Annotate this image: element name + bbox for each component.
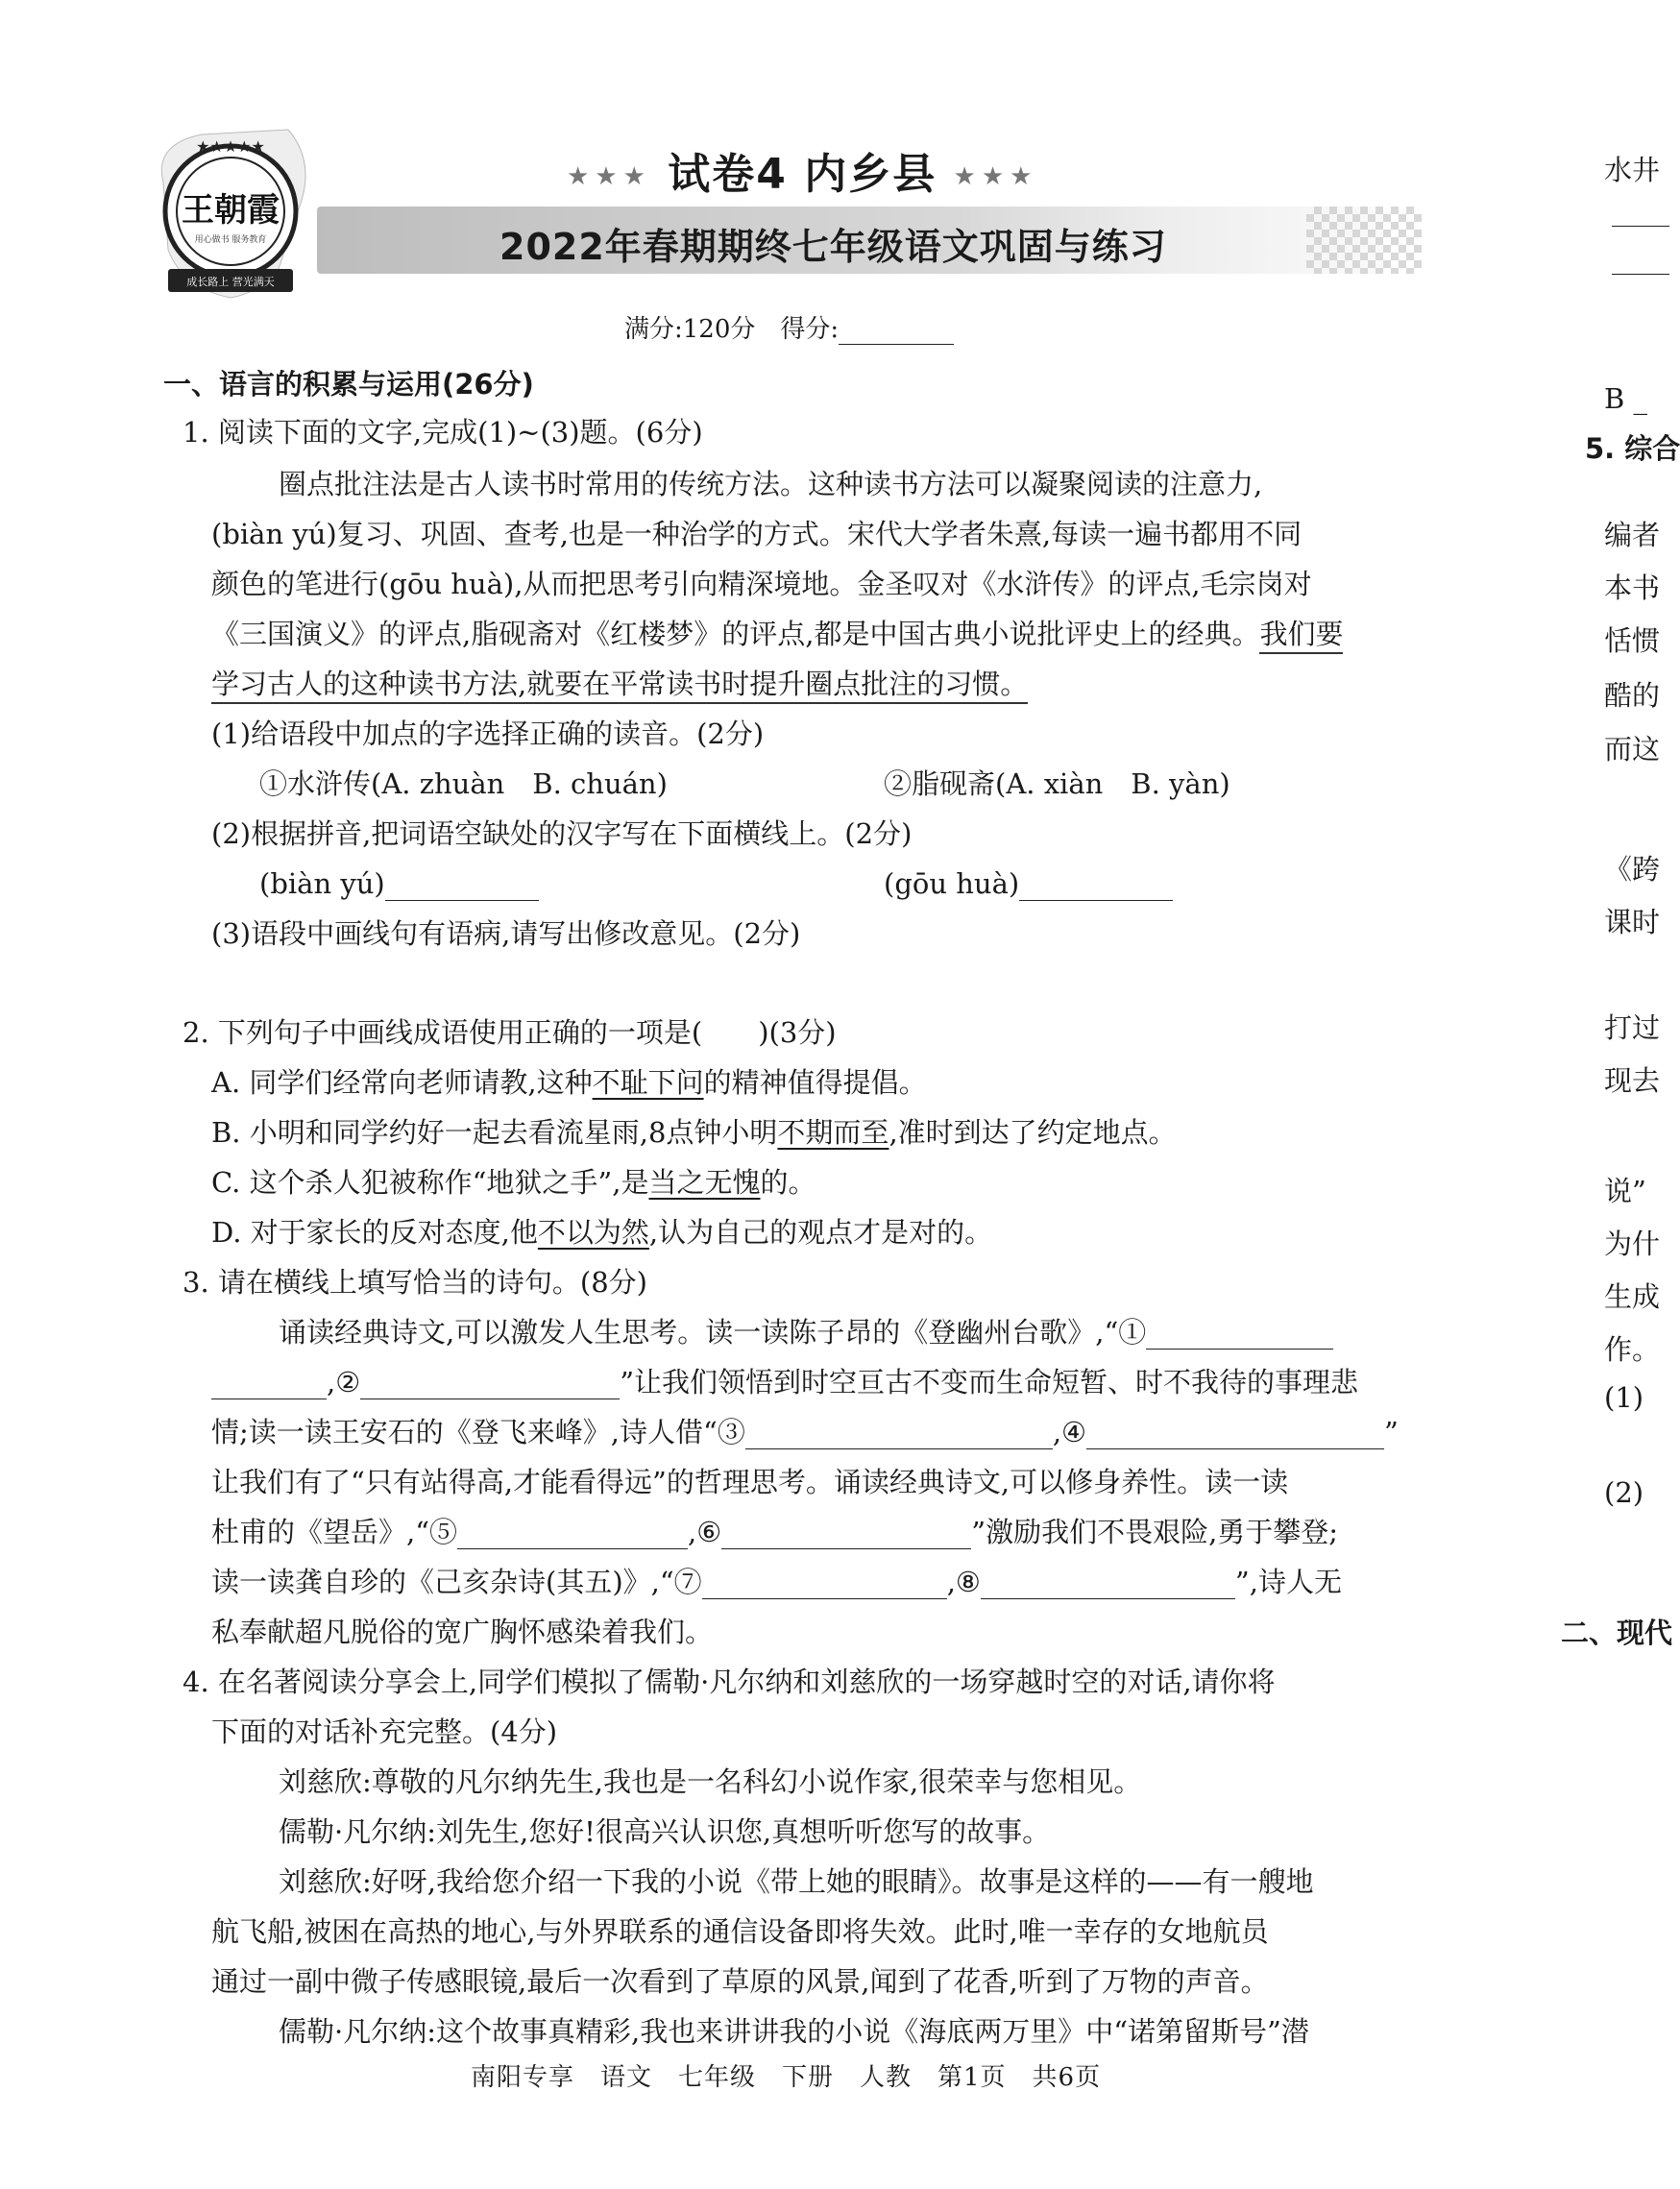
page-footer: 南阳专享 语文 七年级 下册 人教 第1页 共6页 — [471, 2063, 1102, 2092]
strip-text: 本书 — [1604, 572, 1661, 604]
stars-right: ★★★ — [953, 162, 1038, 191]
q2-b-text: B. 小明和同学约好一起去看流星雨,8点钟小明 — [211, 1116, 778, 1149]
blank-3[interactable] — [745, 1448, 1053, 1449]
q2-d-text-end: ,认为自己的观点才是对的。 — [648, 1216, 993, 1249]
logo-name: 王朝霞 — [182, 191, 280, 230]
blank-7[interactable] — [702, 1598, 947, 1599]
q3-line-6 — [211, 1566, 1342, 1599]
q1-sub2-a — [259, 867, 539, 901]
q1-para-line-4 — [211, 618, 1343, 651]
exam-subtitle: 2022年春期期终七年级语文巩固与练习 — [499, 226, 1167, 268]
q4-dialog-1: 刘慈欣:尊敬的凡尔纳先生,我也是一名科幻小说作家,很荣幸与您相见。 — [279, 1765, 1142, 1798]
strip-rule — [1612, 274, 1669, 275]
strip-text: 打过 — [1604, 1011, 1661, 1044]
q2-c-idiom: 当之无愧 — [648, 1166, 761, 1199]
q2-option-b — [211, 1116, 1177, 1150]
blank-4[interactable] — [1086, 1448, 1384, 1449]
q1-sub2-b — [884, 867, 1173, 901]
q3-line-4: 让我们有了“只有站得高,才能看得远”的哲理思考。诵读经典诗文,可以修身养性。读一读 — [211, 1466, 1289, 1498]
section-1-title: 一、语言的积累与运用(26分) — [163, 368, 534, 401]
q3-label-4: ,④ — [1052, 1416, 1087, 1448]
exam-title — [567, 139, 1037, 201]
q2-stem: 2. 下列句子中画线成语使用正确的一项是( )(3分) — [183, 1016, 837, 1049]
q3-line-7: 私奉献超凡脱俗的宽广胸怀感染着我们。 — [211, 1616, 714, 1648]
q1-sub1: (1)给语段中加点的字选择正确的读音。(2分) — [211, 718, 765, 750]
q2-option-d — [211, 1216, 992, 1250]
blank-8[interactable] — [981, 1598, 1235, 1599]
strip-text: 现去 — [1604, 1064, 1661, 1097]
strip-text: 5. 综合 — [1585, 432, 1680, 465]
strip-text: 作。 — [1604, 1333, 1661, 1366]
strip-text: (1) — [1604, 1381, 1644, 1414]
q3-label-6: ,⑥ — [688, 1516, 722, 1548]
strip-text: 编者 — [1604, 519, 1661, 551]
q3-line-2-text: ”让我们领悟到时空亘古不变而生命短暂、时不我待的事理悲 — [620, 1366, 1359, 1399]
q3-label-2: ,② — [327, 1366, 361, 1399]
q3-line-2 — [211, 1366, 1358, 1399]
q3-quote-close: ” — [1384, 1416, 1399, 1448]
strip-rule — [1612, 226, 1669, 227]
q1-sub1-option-b: ②脂砚斋(A. xiàn B. yàn) — [884, 767, 1230, 800]
q1-sub2-a-blank[interactable] — [385, 900, 539, 901]
q2-option-c — [211, 1166, 816, 1200]
blank-5[interactable] — [457, 1548, 688, 1549]
logo-ribbon: 成长路上 营光满天 — [186, 276, 275, 288]
strip-text: 生成 — [1604, 1280, 1661, 1313]
q4-stem-2: 下面的对话补充完整。(4分) — [211, 1715, 558, 1748]
q3-line-3 — [211, 1416, 1399, 1449]
strip-text: 课时 — [1604, 906, 1661, 938]
q1-stem: 1. 阅读下面的文字,完成(1)~(3)题。(6分) — [183, 416, 703, 449]
adjacent-page-strip — [1561, 134, 1680, 1767]
svg-text:★★★★★: ★★★★★ — [196, 137, 265, 156]
score-label: 满分:120分 得分: — [624, 315, 840, 344]
strip-text: 恬惯 — [1604, 624, 1661, 657]
q4-dialog-3a: 刘慈欣:好呀,我给您介绍一下我的小说《带上她的眼睛》。故事是这样的——有一艘地 — [279, 1865, 1314, 1898]
strip-text: 二、现代 — [1561, 1617, 1673, 1649]
q3-line-3-text: 情;读一读王安石的《登飞来峰》,诗人借“③ — [211, 1416, 745, 1448]
q2-a-text: A. 同学们经常向老师请教,这种 — [211, 1066, 593, 1099]
q4-dialog-4: 儒勒·凡尔纳:这个故事真精彩,我也来讲讲我的小说《海底两万里》中“诺第留斯号”潜 — [279, 2015, 1309, 2048]
q3-line-5 — [211, 1516, 1338, 1549]
q3-line-1-text: 诵读经典诗文,可以激发人生思考。读一读陈子昂的《登幽州台歌》,“① — [279, 1316, 1147, 1349]
q1-sub2-b-blank[interactable] — [1019, 900, 1173, 901]
q1-underlined-sentence: 学习古人的这种读书方法,就要在平常读书时提升圈点批注的习惯。 — [211, 668, 1028, 704]
strip-text: (2) — [1604, 1476, 1644, 1509]
q3-stem: 3. 请在横线上填写恰当的诗句。(8分) — [183, 1266, 647, 1299]
score-blank[interactable] — [839, 344, 954, 345]
q2-c-text: C. 这个杀人犯被称作“地狱之手”,是 — [211, 1166, 649, 1199]
stars-left: ★★★ — [567, 162, 651, 191]
q1-para-line-4a: 《三国演义》的评点,脂砚斋对《红楼梦》的评点,都是中国古典小说批评史上的经典。 — [211, 618, 1260, 650]
strip-text: B _ — [1604, 382, 1648, 415]
q2-a-idiom: 不耻下问 — [592, 1066, 704, 1099]
q4-dialog-3b: 航飞船,被困在高热的地心,与外界联系的通信设备即将失效。此时,唯一幸存的女地航员 — [211, 1915, 1269, 1948]
q1-para-line-5 — [211, 668, 1028, 701]
q4-stem-1: 4. 在名著阅读分享会上,同学们模拟了儒勒·凡尔纳和刘慈欣的一场穿越时空的对话,请你将 — [183, 1666, 1276, 1698]
logo-motto: 用心做书 服务教育 — [194, 235, 267, 245]
q1-underlined-sentence-start: 我们要 — [1259, 618, 1343, 654]
checker-decoration — [1306, 207, 1422, 274]
q4-dialog-3c: 通过一副中微子传感眼镜,最后一次看到了草原的风景,闻到了花香,听到了万物的声音。 — [211, 1965, 1269, 1998]
q1-para-line-3: 颜色的笔进行(gōu huà),从而把思考引向精深境地。金圣叹对《水浒传》的评点,毛宗岗对 — [211, 568, 1312, 600]
strip-text: 《跨 — [1604, 853, 1661, 886]
q3-line-5-end: ”激励我们不畏艰险,勇于攀登; — [971, 1516, 1339, 1548]
strip-text: 酷的 — [1604, 679, 1661, 712]
strip-text: 为什 — [1604, 1228, 1661, 1260]
q1-sub3: (3)语段中画线句有语病,请写出修改意见。(2分) — [211, 917, 801, 950]
blank-1[interactable] — [1146, 1349, 1333, 1350]
score-line — [624, 309, 954, 345]
q1-sub2: (2)根据拼音,把词语空缺处的汉字写在下面横线上。(2分) — [211, 817, 913, 850]
q1-sub1-option-a: ①水浒传(A. zhuàn B. chuán) — [259, 767, 668, 800]
q2-b-idiom: 不期而至 — [777, 1116, 889, 1149]
blank-6[interactable] — [721, 1548, 971, 1549]
q3-line-1 — [279, 1316, 1333, 1350]
q1-para-line-1: 圈点批注法是古人读书时常用的传统方法。这种读书方法可以凝聚阅读的注意力, — [279, 468, 1263, 500]
strip-text: 说” — [1604, 1175, 1646, 1207]
q2-d-idiom: 不以为然 — [537, 1216, 649, 1249]
q3-line-6-end: ”,诗人无 — [1234, 1566, 1342, 1598]
q3-line-6-text: 读一读龚自珍的《己亥杂诗(其五)》,“⑦ — [211, 1566, 702, 1598]
q4-dialog-2: 儒勒·凡尔纳:刘先生,您好!很高兴认识您,真想听听您写的故事。 — [279, 1815, 1051, 1848]
title-text: 试卷4 内乡县 — [668, 150, 937, 199]
publisher-logo — [144, 125, 312, 307]
q2-option-a — [211, 1066, 927, 1100]
strip-text: 而这 — [1604, 733, 1661, 766]
q1-sub2-a-pinyin: (biàn yú) — [259, 867, 385, 900]
q3-label-8: ,⑧ — [946, 1566, 981, 1598]
q1-para-line-2: (biàn yú)复习、巩固、查考,也是一种治学的方式。宋代大学者朱熹,每读一遍书都用不同 — [211, 518, 1303, 550]
q2-d-text: D. 对于家长的反对态度,他 — [211, 1216, 538, 1249]
q3-line-5-text: 杜甫的《望岳》,“⑤ — [211, 1516, 458, 1548]
strip-text: 水井 — [1604, 154, 1661, 186]
q2-b-text-end: ,准时到达了约定地点。 — [889, 1116, 1177, 1149]
q2-c-text-end: 的。 — [760, 1166, 816, 1199]
q1-sub2-b-pinyin: (gōu huà) — [884, 867, 1020, 900]
q2-a-text-end: 的精神值得提倡。 — [703, 1066, 927, 1099]
